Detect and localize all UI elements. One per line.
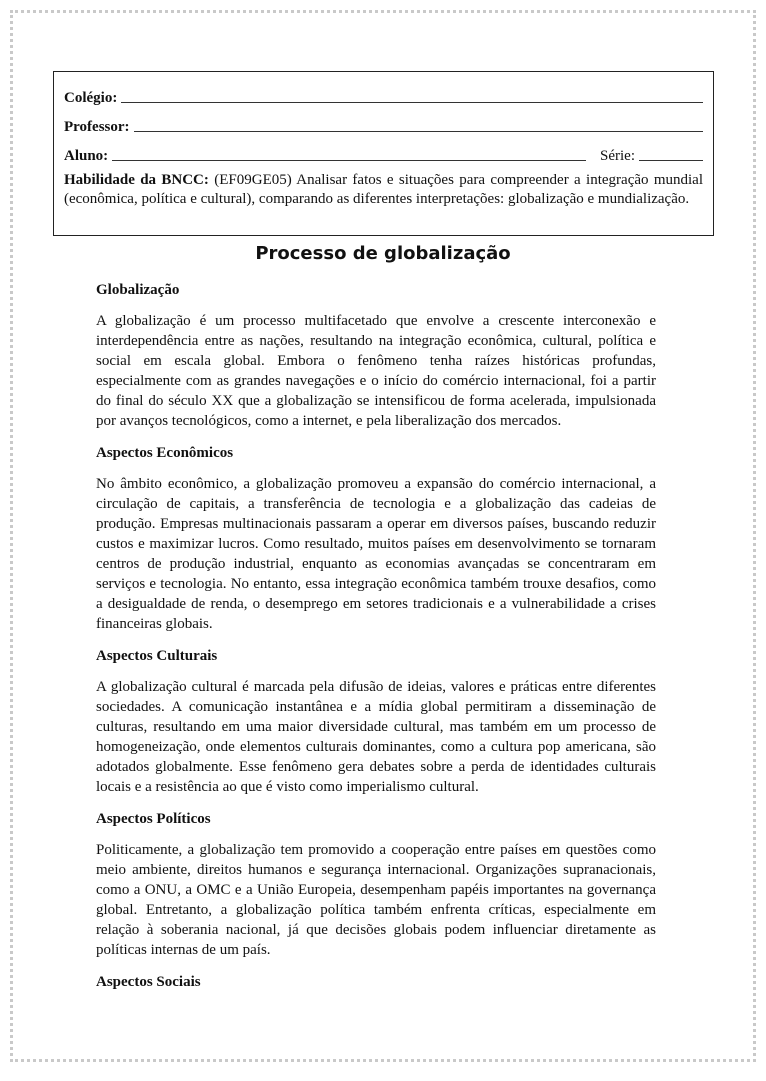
student-info-box [53,71,714,236]
colegio-field[interactable] [121,102,703,103]
section-text-economicos: No âmbito econômico, a globalização promoveu a expansão do comércio internacional, a circulação de capitais, a transferência de tecnologia e a globalização das cadeias de produção. Empresas multinacionais passaram a operar em diversos países, buscando reduzir custos e maximizar lucros. Como resultado, muitos países em desenvolvimento se tornaram centros de produção industrial, enquanto as economias avançadas se concentraram em serviços e tecnologia. No entanto, essa integração econômica também trouxe desafios, como a desigualdade de renda, o desemprego em setores tradicionais e a vulnerabilidade a crises financeiras globais. [96,476,656,632]
professor-label: Professor: [64,119,130,135]
colegio-label: Colégio: [64,90,118,106]
bncc-skill [64,171,703,209]
serie-label: Série: [600,148,635,164]
section-heading-culturais: Aspectos Culturais [96,648,218,664]
aluno-label: Aluno: [64,148,109,164]
main-content [96,280,656,992]
section-heading-globalizacao: Globalização [96,282,180,298]
aluno-row [64,136,703,165]
section-heading-economicos: Aspectos Econômicos [96,445,234,461]
serie-field[interactable] [639,160,703,161]
section-text-culturais: A globalização cultural é marcada pela difusão de ideias, valores e práticas entre diferentes sociedades. A comunicação instantânea e a mídia global permitiram a disseminação de culturas, resultando em uma maior diversidade cultural, mas também em um processo de homogeneização, onde elementos culturais dominantes, como a cultura pop americana, são adotados globalmente. Esse fenômeno gera debates sobre a perda de identidades culturais locais e a resistência ao que é visto como imperialismo cultural. [96,679,656,795]
section-text-politicos: Politicamente, a globalização tem promovido a cooperação entre países em questões como meio ambiente, direitos humanos e segurança internacional. Organizações supranacionais, como a ONU, a OMC e a União Europeia, desempenham papéis importantes na governança global. Entretanto, a globalização política também enfrenta críticas, especialmente em relação à soberania nacional, já que decisões globais podem influenciar diretamente as políticas internas de um país. [96,842,656,958]
section-heading-sociais: Aspectos Sociais [96,974,201,990]
professor-row [64,107,703,136]
professor-field[interactable] [134,131,703,132]
section-text-globalizacao: A globalização é um processo multifacetado que envolve a crescente interconexão e interdependência entre as nações, resultando na integração econômica, cultural, política e social em escala global. Embora o fenômeno tenha raízes históricas profundas, especialmente com as grandes navegações e o início do comércio internacional, foi a partir do final do século XX que a globalização se intensificou de forma acelerada, impulsionada por avanços tecnológicos, como a internet, e pela liberalização dos mercados. [96,313,656,429]
aluno-field[interactable] [112,160,586,161]
page-title: Processo de globalização [255,243,511,264]
section-heading-politicos: Aspectos Políticos [96,811,211,827]
colegio-row [64,78,703,107]
bncc-text: (EF09GE05) Analisar fatos e situações para compreender a integração mundial (econômica, política e cultural), comparando as diferentes interpretações: globalização e mundialização. [64,172,704,207]
bncc-label: Habilidade da BNCC: [64,172,209,188]
